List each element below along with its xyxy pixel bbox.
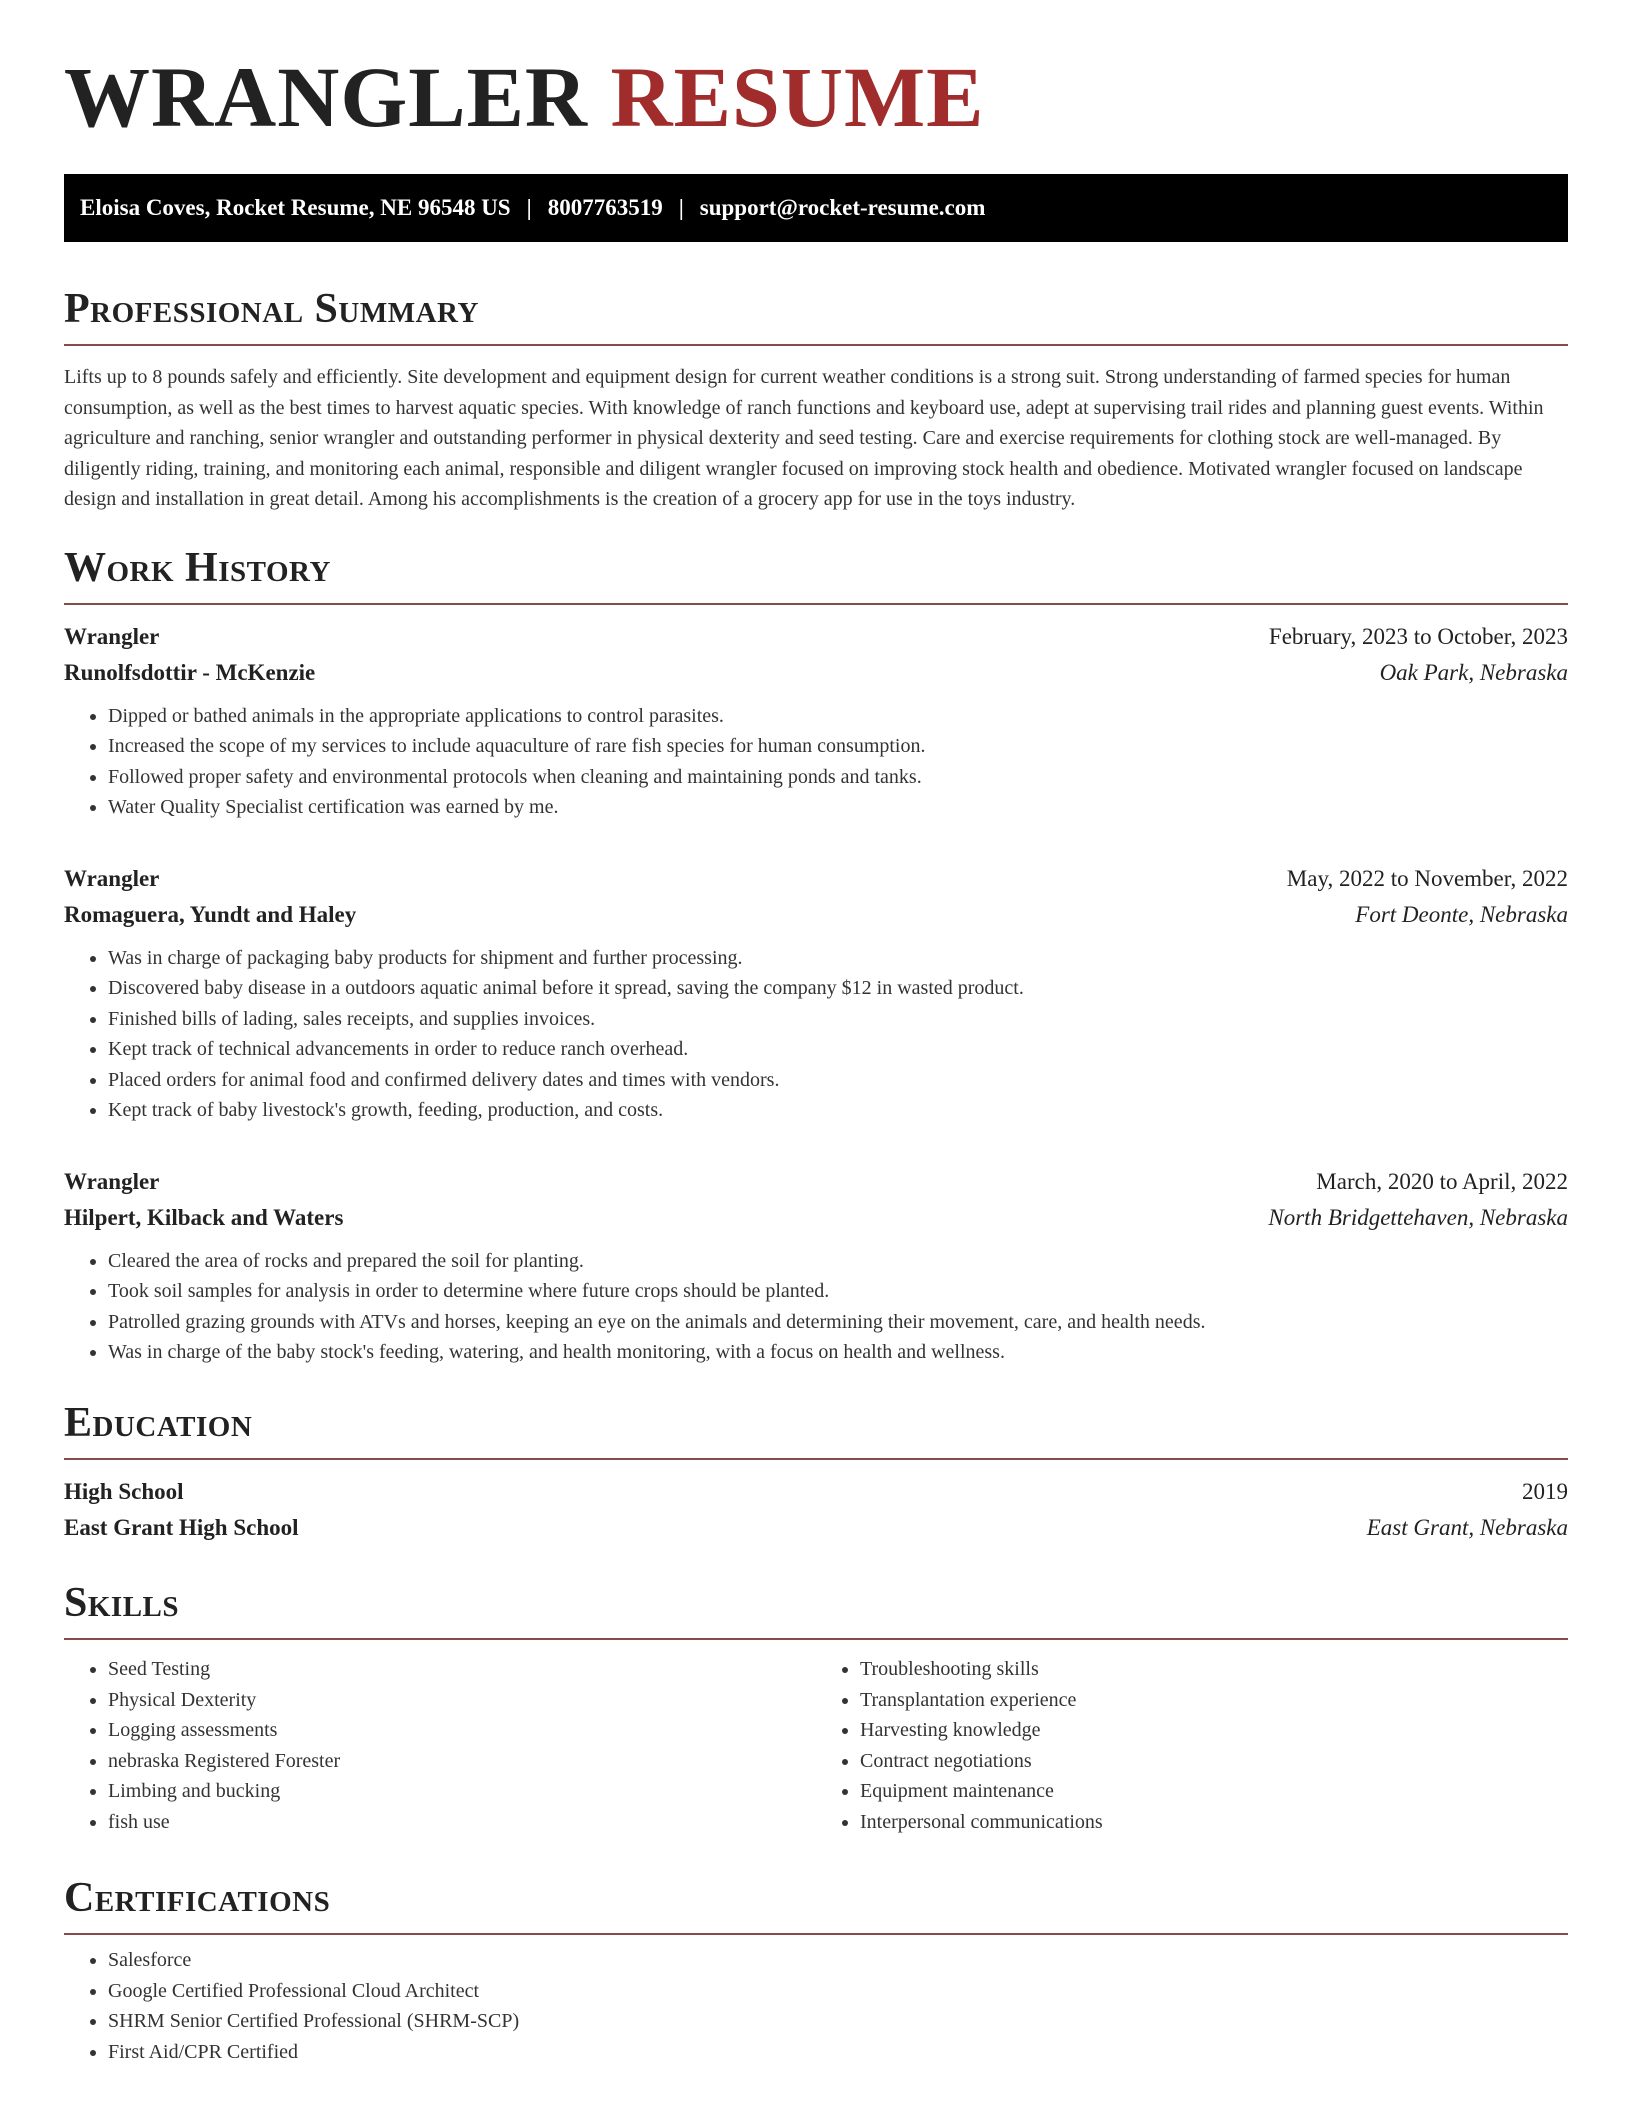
skill-item: • Interpersonal communications xyxy=(860,1807,1568,1838)
skill-item: • Transplantation experience xyxy=(860,1685,1568,1716)
job-duty: • Placed orders for animal food and confirmed delivery dates and times with vendors. xyxy=(108,1065,1568,1096)
education-heading: Education xyxy=(64,1400,1568,1460)
certification-item: • Salesforce xyxy=(108,1945,1568,1976)
job-duty: • Took soil samples for analysis in order to determine where future crops should be planted. xyxy=(108,1276,1568,1307)
certification-item: • Google Certified Professional Cloud Architect xyxy=(108,1976,1568,2007)
education-section xyxy=(64,1400,1568,1546)
job-company-row xyxy=(64,897,1568,933)
job-duty: • Kept track of technical advancements in order to reduce ranch overhead. xyxy=(108,1034,1568,1065)
job-company: Runolfsdottir - McKenzie xyxy=(64,659,316,685)
certification-item: • SHRM Senior Certified Professional (SHRM-SCP) xyxy=(108,2006,1568,2037)
skill-item: • fish use xyxy=(108,1807,816,1838)
skill-item: • Limbing and bucking xyxy=(108,1776,816,1807)
skill-item: • Logging assessments xyxy=(108,1715,816,1746)
job-location: Fort Deonte, Nebraska xyxy=(1355,901,1568,927)
job-company: Romaguera, Yundt and Haley xyxy=(64,901,357,927)
job-company: Hilpert, Kilback and Waters xyxy=(64,1204,344,1230)
skill-item: • Physical Dexterity xyxy=(108,1685,816,1716)
resume-title xyxy=(64,49,1568,145)
summary-text: Lifts up to 8 pounds safely and efficiently. Site development and equipment design for current weather conditions is a strong suit. Strong understanding of farmed species for human consumption, as well as the best times to harvest aquatic species. With knowledge of ranch functions and keyboard use, adept at supervising trail rides and planning guest events. Within agriculture and ranching, senior wrangler and outstanding performer in physical dexterity and seed testing. Care and exercise requirements for clothing stock are well-managed. By diligently riding, training, and monitoring each animal, responsible and diligent wrangler focused on improving stock health and obedience. Motivated wrangler focused on landscape design and installation in great detail. Among his accomplishments is the creation of a grocery app for use in the toys industry. xyxy=(64,366,1544,511)
contact-phone[interactable]: 8007763519 xyxy=(547,195,663,220)
summary-heading: Professional Summary xyxy=(64,286,1568,346)
skills-section xyxy=(64,1580,1568,1837)
job-duties-list xyxy=(64,701,1568,823)
job-title: Wrangler xyxy=(64,1168,160,1194)
contact-bar xyxy=(64,174,1568,242)
job-duty: • Increased the scope of my services to include aquaculture of rare fish species for human consumption. xyxy=(108,731,1568,762)
job-entry xyxy=(64,1164,1568,1368)
skills-column-right xyxy=(816,1654,1568,1837)
contact-separator: | xyxy=(526,195,532,220)
job-duty: • Kept track of baby livestock's growth, feeding, production, and costs. xyxy=(108,1095,1568,1126)
education-location: East Grant, Nebraska xyxy=(1366,1515,1568,1541)
contact-address: Eloisa Coves, Rocket Resume, NE 96548 US xyxy=(80,195,511,220)
education-year: 2019 xyxy=(1522,1479,1568,1505)
job-duty: • Discovered baby disease in a outdoors aquatic animal before it spread, saving the company $12 in wasted product. xyxy=(108,973,1568,1004)
skill-item: • Seed Testing xyxy=(108,1654,816,1685)
skill-item: • Harvesting knowledge xyxy=(860,1715,1568,1746)
title-word-resume: RESUME xyxy=(610,49,985,145)
skills-column-left xyxy=(64,1654,816,1837)
title-word-wrangler: WRANGLER xyxy=(64,49,589,145)
skill-item: • Troubleshooting skills xyxy=(860,1654,1568,1685)
job-duty: • Cleared the area of rocks and prepared the soil for planting. xyxy=(108,1246,1568,1277)
skill-item: • Contract negotiations xyxy=(860,1746,1568,1777)
job-dates: March, 2020 to April, 2022 xyxy=(1316,1168,1568,1194)
skill-item: • nebraska Registered Forester xyxy=(108,1746,816,1777)
job-duty: • Patrolled grazing grounds with ATVs and horses, keeping an eye on the animals and determining their movement, care, and health needs. xyxy=(108,1307,1568,1338)
job-title-row xyxy=(64,619,1568,655)
skills-grid xyxy=(64,1654,1568,1837)
job-duty: • Was in charge of the baby stock's feeding, watering, and health monitoring, with a focus on health and wellness. xyxy=(108,1337,1568,1368)
job-title-row xyxy=(64,861,1568,897)
certifications-section xyxy=(64,1875,1568,2067)
job-entry xyxy=(64,619,1568,823)
education-school: East Grant High School xyxy=(64,1515,299,1541)
education-degree-row xyxy=(64,1474,1568,1510)
job-duties-list xyxy=(64,1246,1568,1368)
job-location: North Bridgettehaven, Nebraska xyxy=(1268,1204,1568,1230)
job-duty: • Dipped or bathed animals in the appropriate applications to control parasites. xyxy=(108,701,1568,732)
job-company-row xyxy=(64,655,1568,691)
education-entry xyxy=(64,1474,1568,1546)
job-duty: • Water Quality Specialist certification was earned by me. xyxy=(108,792,1568,823)
job-company-row xyxy=(64,1200,1568,1236)
job-title-row xyxy=(64,1164,1568,1200)
job-entry xyxy=(64,861,1568,1126)
work-history-heading: Work History xyxy=(64,545,1568,605)
job-dates: February, 2023 to October, 2023 xyxy=(1268,623,1568,649)
contact-separator: | xyxy=(678,195,684,220)
contact-email[interactable]: support@rocket-resume.com xyxy=(699,195,986,220)
job-dates: May, 2022 to November, 2022 xyxy=(1286,865,1568,891)
summary-section xyxy=(64,286,1568,515)
education-degree: High School xyxy=(64,1479,184,1505)
work-history-section xyxy=(64,545,1568,1368)
job-duty: • Was in charge of packaging baby products for shipment and further processing. xyxy=(108,943,1568,974)
job-duty: • Followed proper safety and environmental protocols when cleaning and maintaining ponds and tanks. xyxy=(108,762,1568,793)
job-location: Oak Park, Nebraska xyxy=(1379,659,1568,685)
job-title: Wrangler xyxy=(64,865,160,891)
skills-heading: Skills xyxy=(64,1580,1568,1640)
certification-item: • First Aid/CPR Certified xyxy=(108,2037,1568,2068)
education-school-row xyxy=(64,1510,1568,1546)
certifications-list xyxy=(64,1945,1568,2067)
job-duties-list xyxy=(64,943,1568,1126)
job-title: Wrangler xyxy=(64,623,160,649)
skill-item: • Equipment maintenance xyxy=(860,1776,1568,1807)
job-duty: • Finished bills of lading, sales receipts, and supplies invoices. xyxy=(108,1004,1568,1035)
certifications-heading: Certifications xyxy=(64,1875,1568,1935)
